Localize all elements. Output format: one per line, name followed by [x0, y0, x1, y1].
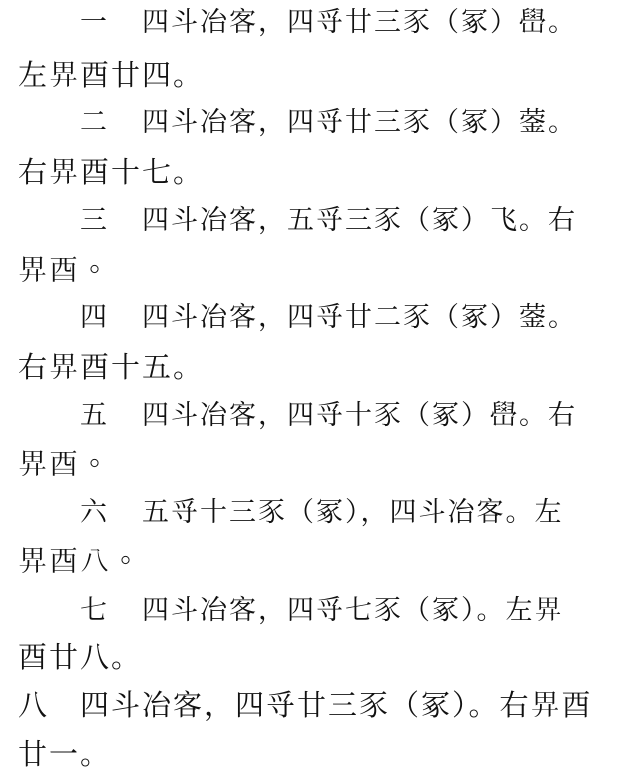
entry-1-first-line	[0, 3, 640, 43]
entry-6-first-line	[0, 493, 640, 533]
entry-8-second-line: 廿一。	[18, 737, 112, 771]
entry-7-second-line: 酉廿八。	[18, 640, 143, 674]
entry-1-second-line: 左𢌿酉廿四。	[18, 58, 205, 92]
entry-7-number: 七	[80, 595, 109, 626]
entry-3-text: 四斗冶客，五寽三豕（冢）飞。右	[142, 205, 577, 236]
entry-7-first-line	[0, 591, 640, 631]
entry-3-number: 三	[80, 205, 109, 236]
entry-7-text: 四斗冶客，四寽七豕（冢）。左𢌿	[142, 595, 564, 626]
entry-2-text: 四斗冶客，四寽廿三豕（冢）蓥。	[142, 107, 577, 138]
entry-4-second-line: 右𢌿酉十五。	[18, 350, 205, 384]
entry-4-first-line	[0, 298, 640, 338]
entry-4-number: 四	[80, 302, 109, 333]
entry-6-text: 五寽十三豕（冢），四斗冶客。左	[142, 497, 564, 528]
entry-4-text: 四斗冶客，四寽廿二豕（冢）蓥。	[142, 302, 577, 333]
entry-8-first-line	[0, 685, 640, 725]
entry-2-first-line	[0, 103, 640, 143]
entry-5-text: 四斗冶客，四寽十豕（冢）嶨。右	[142, 400, 577, 431]
entry-8-text: 四斗冶客，四寽廿三豕（冢）。右𢌿酉	[80, 688, 593, 722]
entry-2-second-line: 右𢌿酉十七。	[18, 155, 205, 189]
entry-8-number: 八	[18, 688, 50, 722]
entry-1-number: 一	[80, 7, 109, 38]
entry-3-first-line	[0, 201, 640, 241]
entry-3-second-line: 𢌿酉。	[18, 253, 112, 287]
entry-6-number: 六	[80, 497, 109, 528]
entry-2-number: 二	[80, 107, 109, 138]
entry-6-second-line: 𢌿酉八。	[18, 544, 143, 578]
entry-1-text: 四斗冶客，四寽廿三豕（冢）嶨。	[142, 7, 577, 38]
entry-5-second-line: 𢌿酉。	[18, 447, 112, 481]
entry-5-first-line	[0, 396, 640, 436]
entry-5-number: 五	[80, 400, 109, 431]
